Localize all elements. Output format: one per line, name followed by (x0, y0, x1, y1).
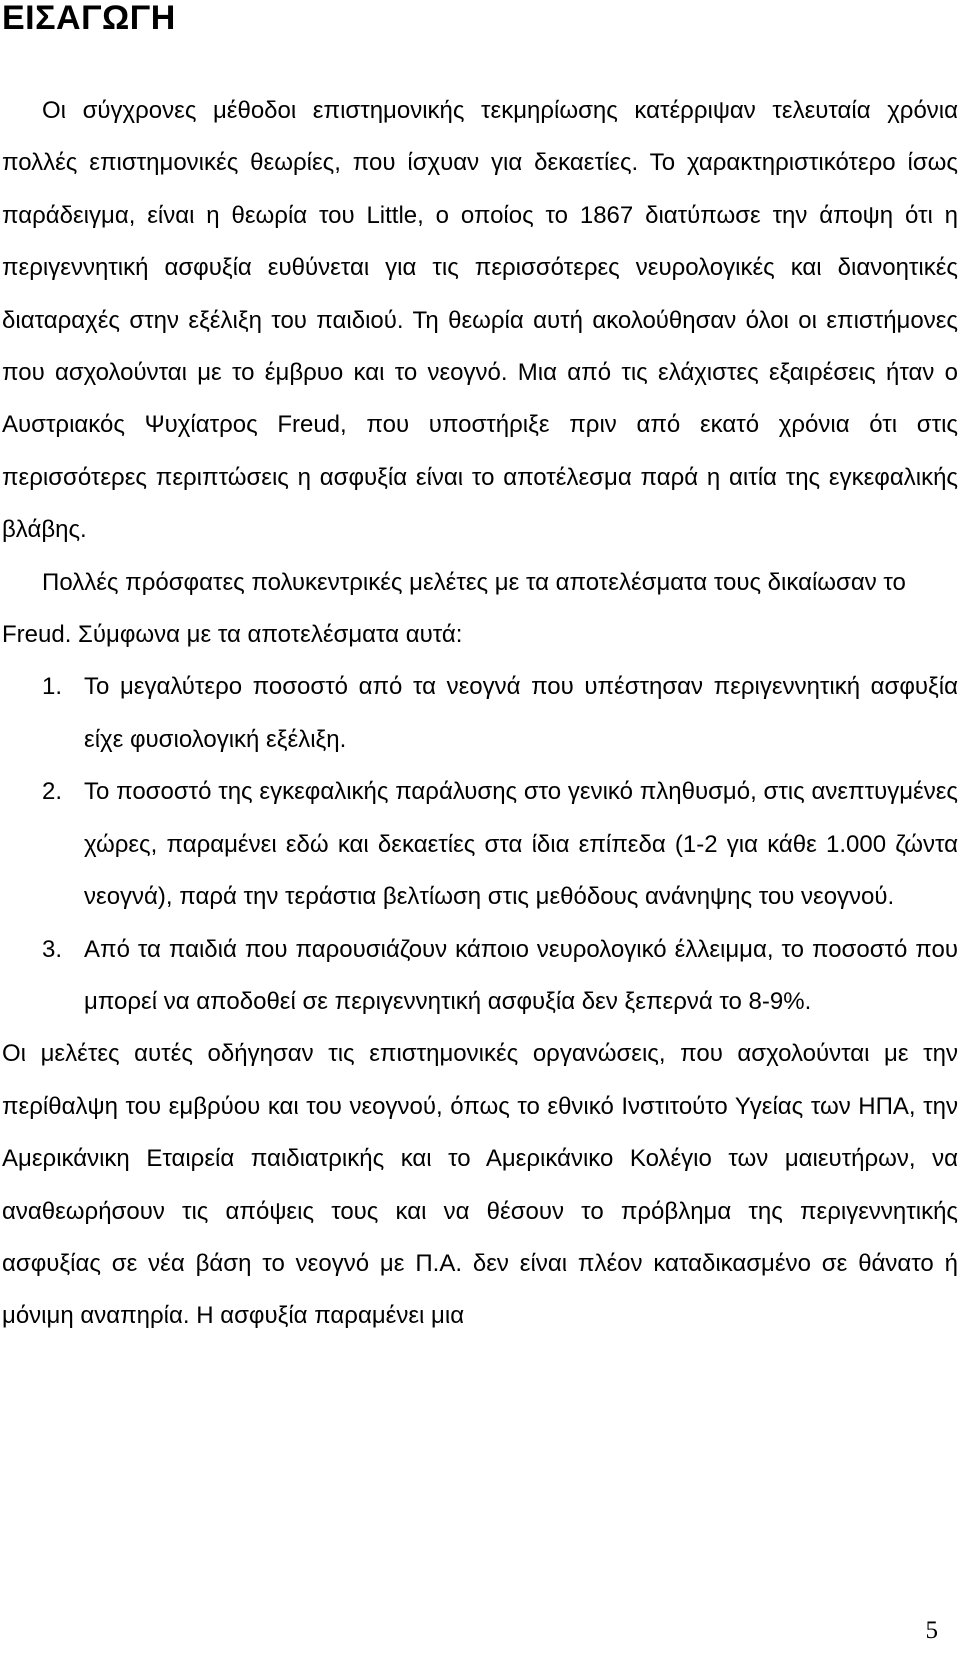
intro-paragraph: Οι σύγχρονες μέθοδοι επιστημονικής τεκμηρίωσης κατέρριψαν τελευταία χρόνια πολλές επιστημονικές θεωρίες, που ίσχυαν για δεκαετίες. Το χαρακτηριστικότερο ίσως παράδειγμα, είναι η θεωρία του Little, ο οποίος το 1867 διατύπωσε την άποψη ότι η περιγεννητική ασφυξία ευθύνεται για τις περισσότερες νευρολογικές και διανοητικές διαταραχές στην εξέλιξη του παιδιού. Τη θεωρία αυτή ακολούθησαν όλοι οι επιστήμονες που ασχολούνται με το έμβρυο και το νεογνό. Μια από τις ελάχιστες εξαιρέσεις ήταν ο Αυστριακός Ψυχίατρος Freud, που υποστήριξε πριν από εκατό χρόνια ότι στις περισσότερες περιπτώσεις η ασφυξία είναι το αποτέλεσμα παρά η αιτία της εγκεφαλικής βλάβης. (2, 97, 958, 544)
list-item-text: Το μεγαλύτερο ποσοστό από τα νεογνά που υπέστησαν περιγεννητική ασφυξία είχε φυσιολογική εξέλιξη. (84, 673, 958, 753)
list-item-text: Το ποσοστό της εγκεφαλικής παράλυσης στο γενικό πληθυσμό, στις ανεπτυγμένες χώρες, παραμένει εδώ και δεκαετίες στα ίδια επίπεδα (1-2 για κάθε 1.000 ζώντα νεογνά), παρά την τεράστια βελτίωση στις μεθόδους ανάνηψης του νεογνού. (84, 778, 958, 911)
list-item-number: 3. (42, 935, 63, 963)
page-number: 5 (925, 1617, 938, 1644)
closing-paragraph: Οι μελέτες αυτές οδήγησαν τις επιστημονικές οργανώσεις, που ασχολούνται με την περίθαλψη του εμβρύου και του νεογνού, όπως το εθνικό Ινστιτούτο Υγείας των ΗΠΑ, την Αμερικάνικη Εταιρεία παιδιατρικής και το Αμερικάνικο Κολέγιο των μαιευτήρων, να αναθεωρήσουν τις απόψεις τους και να θέσουν το πρόβλημα της περιγεννητικής ασφυξίας σε νέα βάση το νεογνό με Π.Α. δεν είναι πλέον καταδικασμένο σε θάνατο ή μόνιμη αναπηρία. Η ασφυξία παραμένει μια (2, 1040, 958, 1330)
page-heading: ΕΙΣΑΓΩΓΗ (2, 0, 176, 37)
document-body (2, 85, 958, 1343)
findings-intro-paragraph: Πολλές πρόσφατες πολυκεντρικές μελέτες με τα αποτελέσματα τους δικαίωσαν το Freud. Σύμφωνα με τα αποτελέσματα αυτά: (2, 568, 906, 649)
list-item (2, 924, 958, 1029)
list-item-number: 2. (42, 778, 63, 806)
list-item-number: 1. (42, 673, 63, 701)
list-item (2, 766, 958, 923)
list-item (2, 661, 958, 766)
findings-list (2, 661, 958, 1028)
list-item-text: Από τα παιδιά που παρουσιάζουν κάποιο νευρολογικό έλλειμμα, το ποσοστό που μπορεί να αποδοθεί σε περιγεννητική ασφυξία δεν ξεπερνά το 8-9%. (84, 935, 958, 1015)
